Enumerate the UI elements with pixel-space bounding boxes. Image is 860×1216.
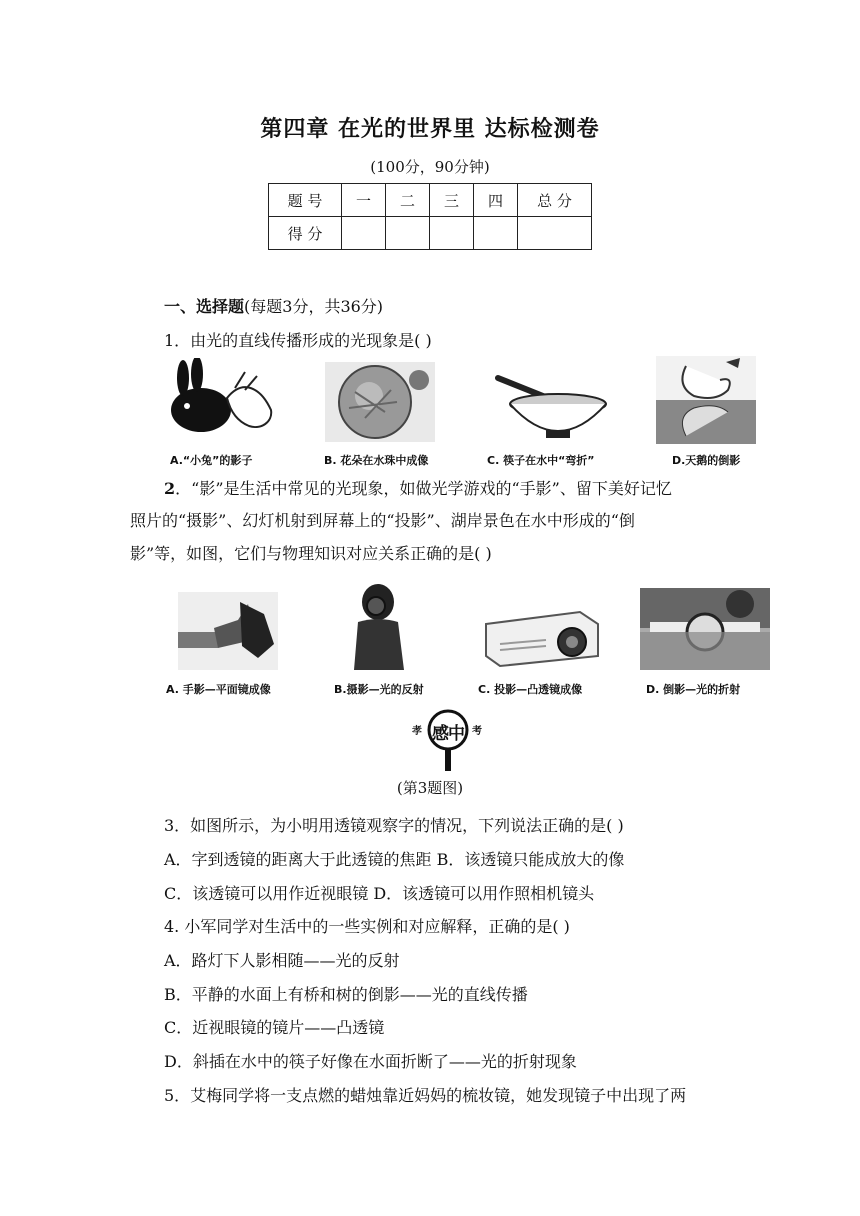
table-cell: 二 [386,184,430,217]
score-table [268,183,592,250]
rabbit-shadow-image [165,358,277,444]
q4-option-d: D．斜插在水中的筷子好像在水面折断了——光的折射现象 [164,1052,577,1071]
q4-option-a: A．路灯下人影相随——光的反射 [164,951,400,970]
table-row [269,184,592,217]
question-2-line-2: 照片的“摄影”、幻灯机射到屏幕上的“投影”、湖岸景色在水中形成的“倒 [130,511,635,530]
q1-option-b: B. 花朵在水珠中成像 [324,454,429,467]
q4-option-c: C．近视眼镜的镜片——凸透镜 [164,1018,385,1037]
table-row [269,217,592,250]
table-cell: 题 号 [269,184,342,217]
exam-info: (100分，90分钟) [370,158,490,176]
q1-option-c: C. 筷子在水中“弯折” [487,454,595,467]
hand-shadow-image [178,592,278,670]
figure-char-left: 孝 [412,726,422,737]
score-cell[interactable] [386,217,430,250]
score-cell[interactable] [474,217,518,250]
q3-options-line-1: A．字到透镜的距离大于此透镜的焦距 B．该透镜只能成放大的像 [164,850,625,869]
question-4: 4. 小军同学对生活中的一些实例和对应解释，正确的是( ) [164,917,570,936]
q2-option-a: A. 手影—平面镜成像 [166,683,271,696]
page-title: 第四章 在光的世界里 达标检测卷 [260,117,600,142]
chopsticks-bowl-image [492,372,612,442]
q2-option-c: C. 投影—凸透镜成像 [478,683,583,696]
bridge-reflection-image [640,588,770,670]
figure-char-right: 考 [472,726,482,737]
swan-reflection-image [656,356,756,444]
table-cell: 得 分 [269,217,342,250]
q1-option-d: D.天鹅的倒影 [672,454,741,467]
score-cell[interactable] [430,217,474,250]
question-2-line-3: 影”等，如图，它们与物理知识对应关系正确的是( ) [130,544,492,563]
score-cell[interactable] [342,217,386,250]
score-cell[interactable] [518,217,592,250]
question-5: 5．艾梅同学将一支点燃的蜡烛靠近妈妈的梳妆镜，她发现镜子中出现了两 [164,1086,687,1105]
section-title: 一、选择题 [164,297,245,316]
question-2-text: ．“影”是生活中常见的光现象，如做光学游戏的“手影”、留下美好记忆 [175,479,672,498]
section-note: (每题3分，共36分) [244,297,384,316]
lens-magnified-text: 感中 [432,724,464,744]
q1-option-a: A.“小兔”的影子 [170,454,253,467]
projector-image [480,594,602,672]
table-cell: 三 [430,184,474,217]
question-2-line-1: 2．“影”是生活中常见的光现象，如做光学游戏的“手影”、留下美好记忆 [164,479,672,498]
section-heading [164,294,383,317]
question-1: 1．由光的直线传播形成的光现象是( ) [164,331,432,350]
photographer-image [346,582,412,670]
q4-option-b: B．平静的水面上有桥和树的倒影——光的直线传播 [164,985,528,1004]
table-cell: 总 分 [518,184,592,217]
figure-caption: (第3题图) [396,779,464,797]
q2-option-d: D. 倒影—光的折射 [646,683,741,696]
table-cell: 一 [342,184,386,217]
q2-option-b: B.摄影—光的反射 [334,683,424,696]
q3-options-line-2: C．该透镜可以用作近视眼镜 D．该透镜可以用作照相机镜头 [164,884,595,903]
question-3: 3．如图所示，为小明用透镜观察字的情况，下列说法正确的是( ) [164,816,624,835]
table-cell: 四 [474,184,518,217]
water-drop-flower-image [325,362,435,442]
